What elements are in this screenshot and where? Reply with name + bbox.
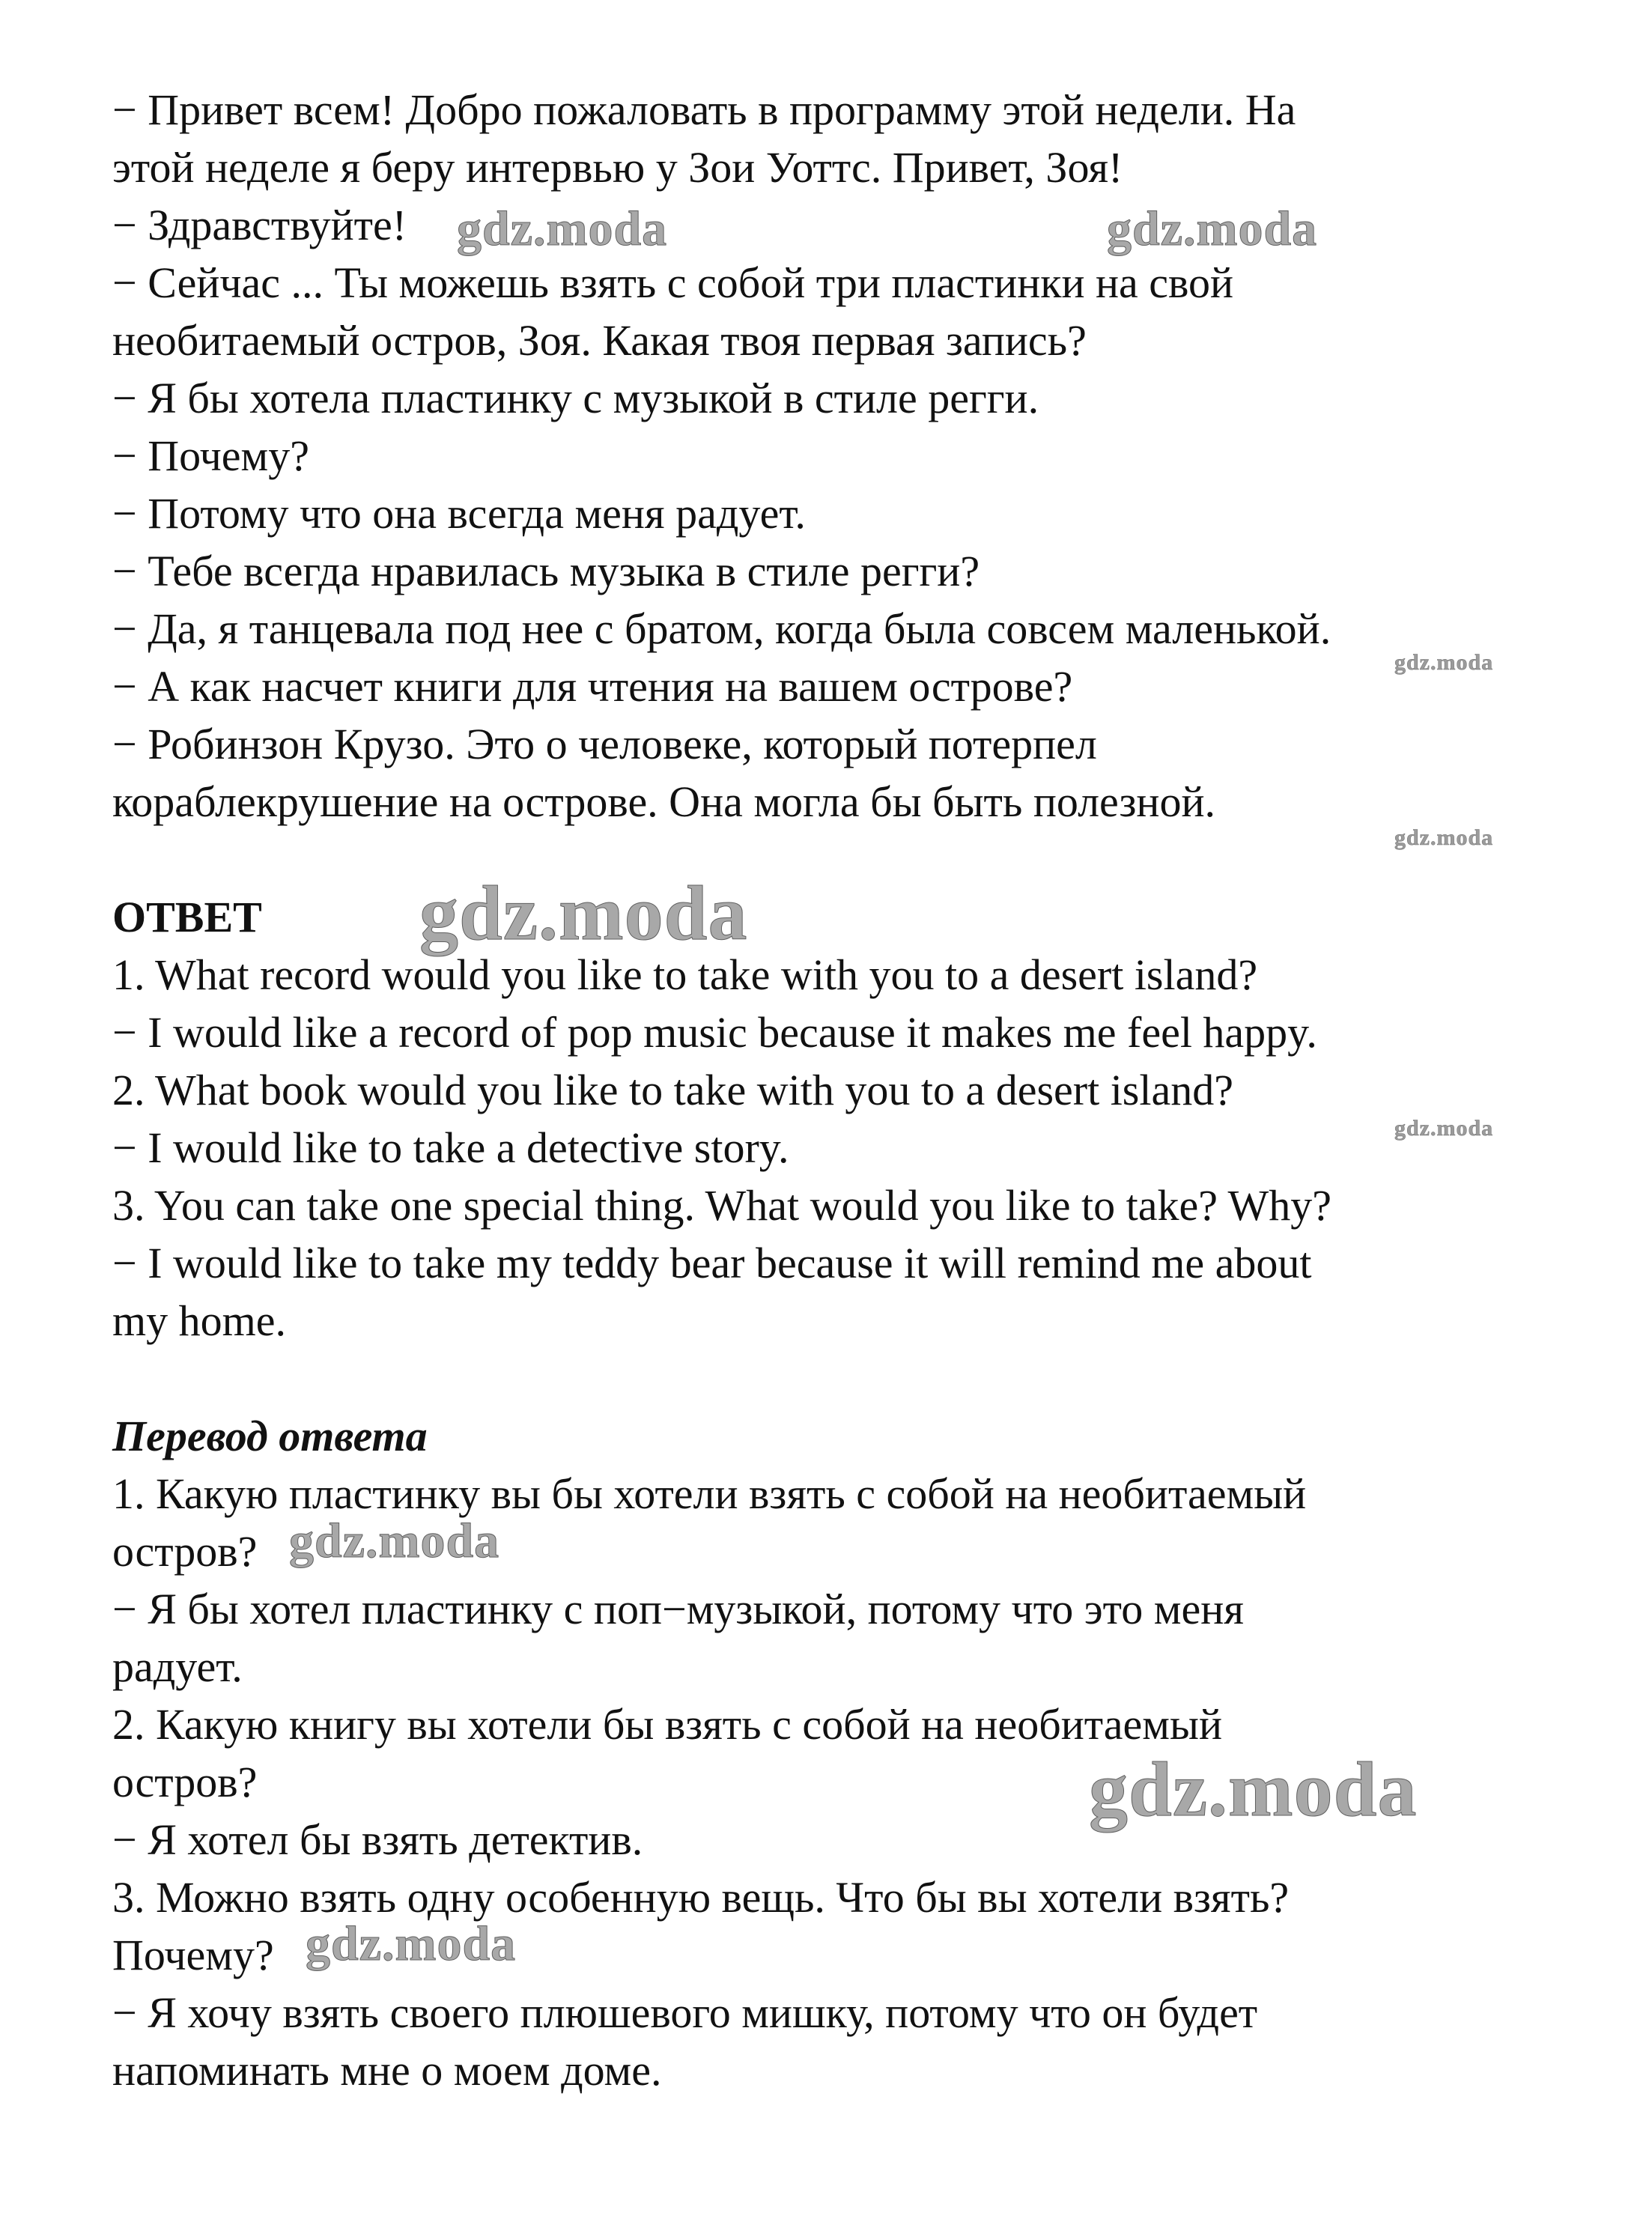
watermark-logo: gdz.moda [1394,825,1494,850]
dialogue-line: необитаемый остров, Зоя. Какая твоя первая запись? [112,316,1087,365]
translation-line: − Я бы хотел пластинку с поп−музыкой, потому что это меня [112,1585,1244,1633]
dialogue-line: этой неделе я беру интервью у Зои Уоттс. Привет, Зоя! [112,143,1123,192]
watermark-logo: gdz.moda [457,201,668,256]
dialogue-line: − Привет всем! Добро пожаловать в программу этой недели. На [112,85,1296,134]
dialogue-line: − Я бы хотела пластинку с музыкой в стиле регги. [112,374,1039,422]
translation-line: остров? [112,1758,258,1806]
translation-line: − Я хотел бы взять детектив. [112,1815,643,1864]
watermark-logo: gdz.moda [306,1916,517,1971]
watermark-logo: gdz.moda [289,1514,500,1568]
watermark-logo: gdz.moda [419,870,748,956]
translation-line: 1. Какую пластинку вы бы хотели взять с собой на необитаемый [112,1469,1307,1518]
watermark-logo: gdz.moda [1107,201,1318,256]
translation-line: 3. Можно взять одну особенную вещь. Что бы вы хотели взять? [112,1873,1290,1922]
answer-line: 2. What book would you like to take with you to a desert island? [112,1066,1233,1114]
answer-section [112,888,1580,1350]
dialogue-line: − Сейчас ... Ты можешь взять с собой три пластинки на свой [112,258,1234,307]
dialogue-line: − Потому что она всегда меня радует. [112,489,806,538]
watermark-logo: gdz.moda [1089,1746,1418,1833]
answer-line: 1. What record would you like to take with you to a desert island? [112,950,1258,999]
translation-line: остров? [112,1527,258,1576]
dialogue-line: − Робинзон Крузо. Это о человеке, который потерпел [112,720,1097,768]
translation-heading: Перевод ответа [112,1412,428,1460]
dialogue-line: кораблекрушение на острове. Она могла бы быть полезной. [112,777,1215,826]
translation-line: 2. Какую книгу вы хотели бы взять с собой на необитаемый [112,1700,1223,1749]
translation-line: напоминать мне о моем доме. [112,2046,662,2095]
translation-line: − Я хочу взять своего плюшевого мишку, потому что он будет [112,1988,1258,2037]
answer-line: − I would like to take a detective story. [112,1123,789,1172]
answer-line: my home. [112,1296,286,1345]
dialogue-line: − Да, я танцевала под нее с братом, когда была совсем маленькой. [112,604,1331,653]
dialogue-line: − Здравствуйте! [112,201,407,249]
answer-line: − I would like a record of pop music because it makes me feel happy. [112,1008,1317,1057]
dialogue-section [112,81,1580,831]
dialogue-line: − А как насчет книги для чтения на вашем острове? [112,662,1073,711]
watermark-logo: gdz.moda [1394,1116,1494,1141]
answer-line: 3. You can take one special thing. What would you like to take? Why? [112,1181,1331,1230]
watermark-logo: gdz.moda [1394,650,1494,675]
translation-line: Почему? [112,1931,274,1979]
answer-line: − I would like to take my teddy bear because it will remind me about [112,1239,1312,1287]
answer-heading: ОТВЕТ [112,893,262,941]
dialogue-line: − Почему? [112,431,309,480]
translation-line: радует. [112,1642,243,1691]
dialogue-line: − Тебе всегда нравилась музыка в стиле регги? [112,547,980,595]
